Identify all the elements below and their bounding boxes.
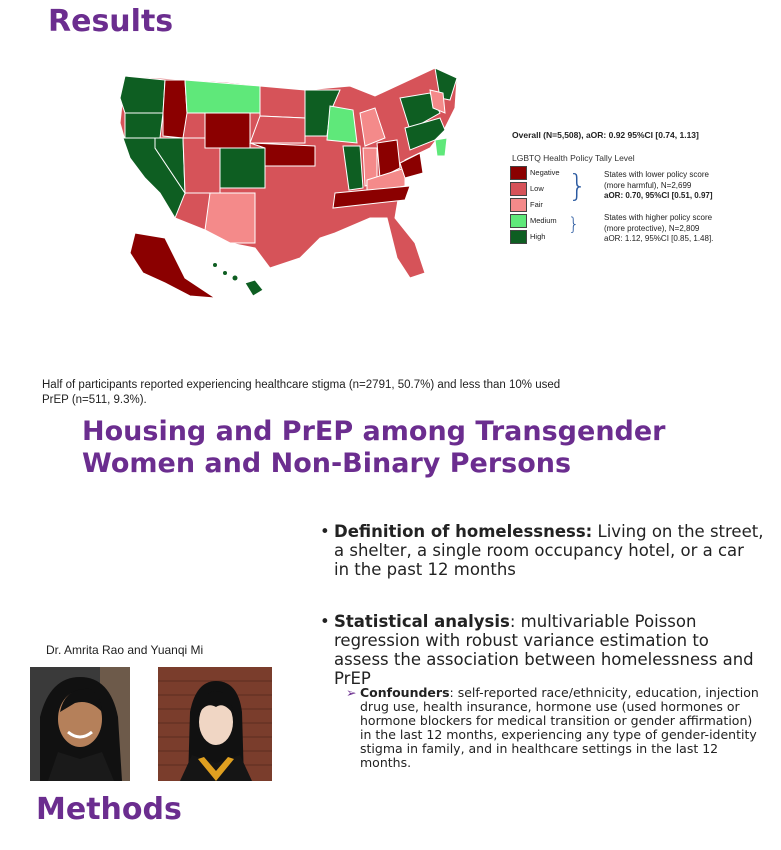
legend-swatch-low [510,182,527,196]
higher-score-note: States with higher policy score (more protective), N=2,809 aOR: 1.12, 95%CI [0.85, 1.48]. [604,213,714,243]
photo-amrita-rao [30,667,130,781]
legend-label-negative: Negative [530,168,560,177]
bullet-statistical-analysis: • Statistical analysis: multivariable Poisson regression with robust variance estimation to assess the association between homelessness and PrEP [320,612,754,688]
higher-brace-icon: } [568,214,580,235]
legend-label-medium: Medium [530,216,557,225]
legend-label-high: High [530,232,546,241]
photo-caption: Dr. Amrita Rao and Yuanqi Mi [46,643,204,657]
results-heading: Results [48,4,174,39]
methods-heading: Methods [36,792,182,827]
legend-swatch-fair [510,198,527,212]
legend-swatch-medium [510,214,527,228]
stigma-text: Half of participants reported experiencing healthcare stigma (n=2791, 50.7%) and less than 10% used PrEP (n=511, 9.3%). [42,379,561,406]
arrow-bullet-icon: ➢ [346,685,357,700]
us-policy-map [105,68,485,308]
legend-label-low: Low [530,184,544,193]
lower-score-note: States with lower policy score (more harmful), N=2,699 aOR: 0.70, 95%CI [0.51, 0.97] [604,170,713,200]
section-title: Housing and PrEP among Transgender Women and Non-Binary Persons [82,416,666,479]
legend-swatch-high [510,230,527,244]
legend-label-fair: Fair [530,200,543,209]
overall-estimate: Overall (N=5,508), aOR: 0.92 95%CI [0.74, 1.13] [512,130,699,140]
lower-brace-icon: } [568,169,588,204]
legend-swatch-negative [510,166,527,180]
legend-title: LGBTQ Health Policy Tally Level [512,153,635,163]
bullet-definition: • Definition of homelessness: Living on the street, a shelter, a single room occupancy hotel, or a car in the past 12 months [320,522,764,579]
photo-yuanqi-mi [158,667,272,781]
bullet-confounders: ➢ Confounders: self-reported race/ethnicity, education, injection drug use, health insurance, hormone use (used hormones or hormone blockers for medical transition or gender affirmation) in the last 12 months, experiencing any type of gender-identity stigma in family, and in healthcare settings in the last 12 months. [346,685,759,770]
